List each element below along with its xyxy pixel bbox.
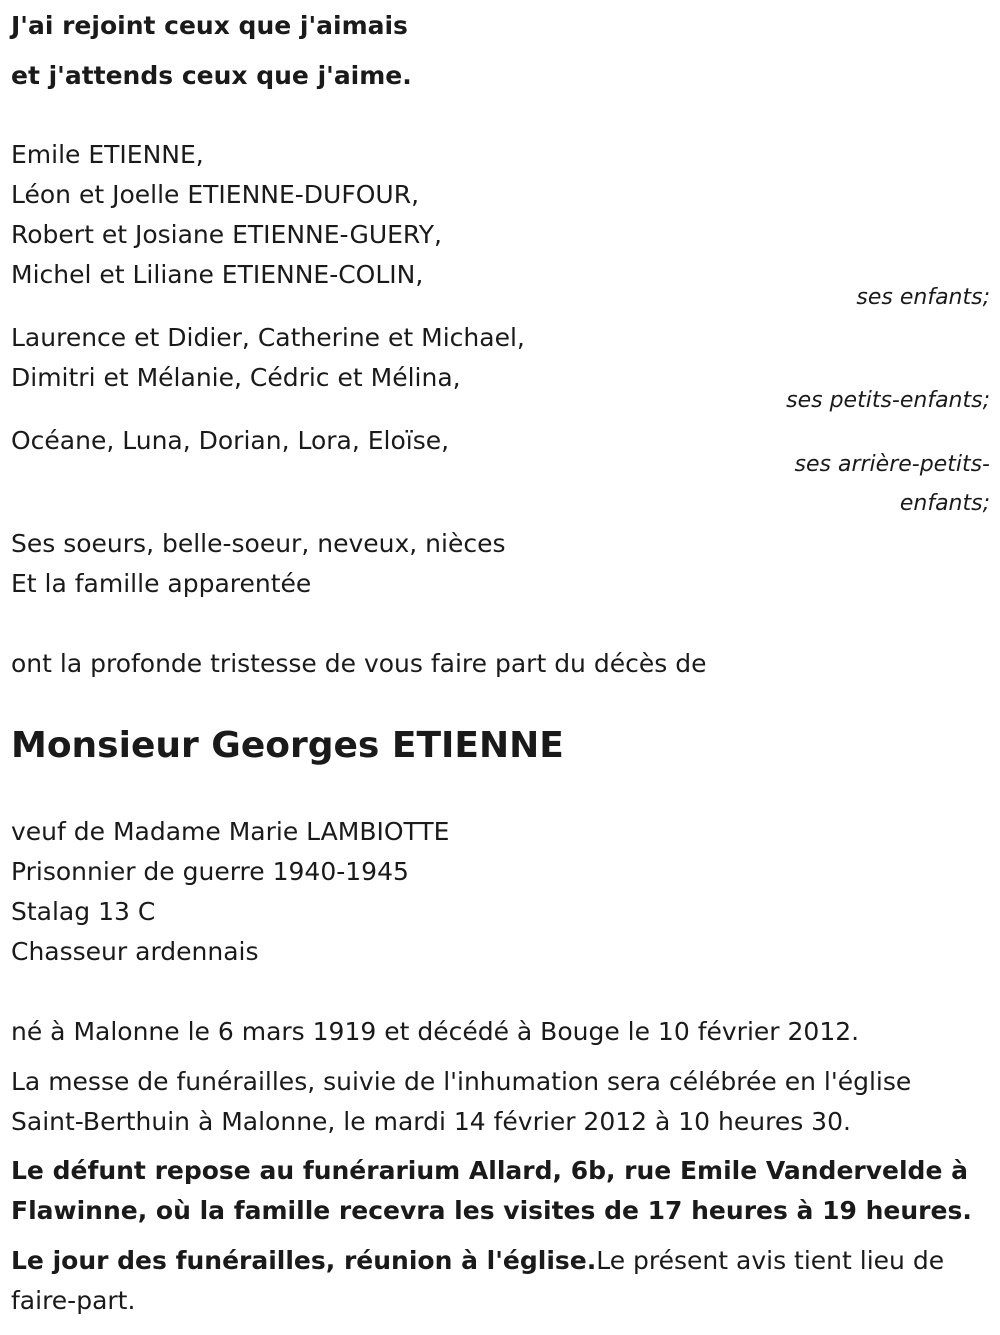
detail-line-4: Chasseur ardennais — [11, 937, 259, 966]
family-line-2: Et la famille apparentée — [11, 569, 312, 598]
great-grandchildren-role-line-1: ses arrière-petits- — [794, 452, 990, 477]
birth-death: né à Malonne le 6 mars 1919 et décédé à Bouge le 10 février 2012. — [11, 1017, 860, 1046]
epigraph-line-2: et j'attends ceux que j'aime. — [11, 61, 412, 90]
funeral-line-2: Saint-Berthuin à Malonne, le mardi 14 février 2012 à 10 heures 30. — [11, 1107, 851, 1136]
grandchildren-role: ses petits-enfants; — [786, 388, 990, 413]
visitation-line-2: Flawinne, où la famille recevra les visites de 17 heures à 19 heures. — [11, 1196, 972, 1225]
grandchildren-line-1: Laurence et Didier, Catherine et Michael, — [11, 323, 525, 352]
detail-line-1: veuf de Madame Marie LAMBIOTTE — [11, 817, 450, 846]
announcement: ont la profonde tristesse de vous faire part du décès de — [11, 649, 707, 678]
children-line-3: Robert et Josiane ETIENNE-GUERY, — [11, 220, 442, 249]
funeral-line-1: La messe de funérailles, suivie de l'inhumation sera célébrée en l'église — [11, 1067, 912, 1096]
deceased-name: Monsieur Georges ETIENNE — [11, 725, 564, 766]
closing-bold: Le jour des funérailles, réunion à l'église. — [11, 1246, 597, 1275]
detail-line-2: Prisonnier de guerre 1940-1945 — [11, 857, 409, 886]
children-line-4: Michel et Liliane ETIENNE-COLIN, — [11, 260, 424, 289]
closing-line-1 — [11, 1241, 944, 1281]
grandchildren-line-2: Dimitri et Mélanie, Cédric et Mélina, — [11, 363, 461, 392]
children-line-1: Emile ETIENNE, — [11, 140, 204, 169]
closing-regular-1: Le présent avis tient lieu de — [596, 1246, 945, 1275]
detail-line-3: Stalag 13 C — [11, 897, 156, 926]
children-role: ses enfants; — [856, 285, 990, 310]
family-line-1: Ses soeurs, belle-soeur, neveux, nièces — [11, 529, 506, 558]
great-grandchildren-line: Océane, Luna, Dorian, Lora, Eloïse, — [11, 426, 450, 455]
closing-line-2: faire-part. — [11, 1286, 136, 1315]
epigraph-line-1: J'ai rejoint ceux que j'aimais — [11, 11, 408, 40]
children-line-2: Léon et Joelle ETIENNE-DUFOUR, — [11, 180, 420, 209]
visitation-line-1: Le défunt repose au funérarium Allard, 6b, rue Emile Vandervelde à — [11, 1156, 968, 1185]
great-grandchildren-role-line-2: enfants; — [899, 491, 990, 516]
